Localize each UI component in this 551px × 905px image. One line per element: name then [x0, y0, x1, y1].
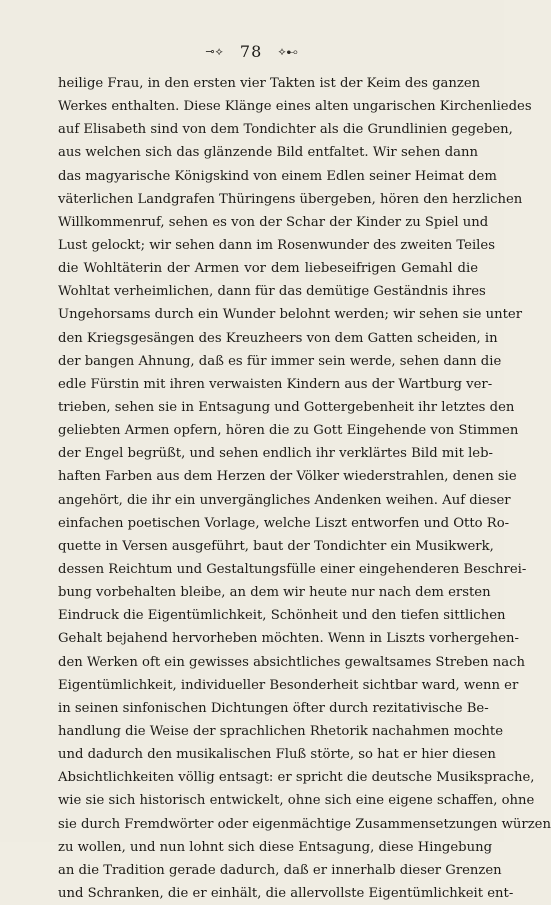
- text-line: Werkes enthalten. Diese Klänge eines alten ungarischen Kirchenliedes: [58, 99, 532, 115]
- text-line: wie sie sich historisch entwickelt, ohne sich eine eigene schaffen, ohne: [58, 793, 535, 809]
- text-line: und dadurch den musikalischen Fluß störte, so hat er hier diesen: [58, 747, 496, 763]
- text-line: und Schranken, die er einhält, die allervollste Eigentümlichkeit ent-: [58, 885, 514, 901]
- text-line: edle Fürstin mit ihren verwaisten Kindern aus der Wartburg ver-: [58, 376, 493, 392]
- text-line: auf Elisabeth sind von dem Tondichter als die Grundlinien gegeben,: [58, 122, 513, 138]
- text-line: Willkommenruf, sehen es von der Schar der Kinder zu Spiel und: [58, 214, 489, 230]
- text-line: angehört, die ihr ein unvergängliches Andenken weihen. Auf dieser: [58, 492, 511, 508]
- left-ornament-icon: ⊸⟡: [205, 45, 224, 58]
- right-ornament-icon: ⟡⊷: [278, 45, 299, 58]
- text-line: väterlichen Landgrafen Thüringens übergeben, hören den herzlichen: [58, 191, 523, 207]
- page-header: [0, 42, 504, 61]
- text-line: heilige Frau, in den ersten vier Takten ist der Keim des ganzen: [58, 76, 481, 91]
- text-line: aus welchen sich das glänzende Bild entfaltet. Wir sehen dann: [58, 145, 478, 161]
- page-number: 78: [239, 42, 263, 61]
- text-line: sie durch Fremdwörter oder eigenmächtige Zusammensetzungen würzen: [58, 816, 551, 832]
- text-line: handlung die Weise der sprachlichen Rhetorik nachahmen mochte: [58, 723, 504, 739]
- text-line: Gehalt bejahend hervorheben möchten. Wenn in Liszts vorhergehen-: [58, 631, 519, 647]
- text-line: haften Farben aus dem Herzen der Völker wiederstrahlen, denen sie: [58, 469, 517, 485]
- text-line: quette in Versen ausgeführt, baut der Tondichter ein Musikwerk,: [58, 538, 494, 554]
- body-text: [58, 72, 551, 905]
- text-line: bung vorbehalten bleibe, an dem wir heute nur nach dem ersten: [58, 585, 491, 601]
- text-line: zu wollen, und nun lohnt sich diese Entsagung, diese Hingebung: [58, 839, 493, 855]
- text-line: Ungehorsams durch ein Wunder belohnt werden; wir sehen sie unter: [58, 307, 523, 323]
- text-line: trieben, sehen sie in Entsagung und Gottergebenheit ihr letztes den: [58, 399, 515, 415]
- text-line: das magyarische Königskind von einem Edlen seiner Heimat dem: [58, 168, 497, 184]
- text-line: dessen Reichtum und Gestaltungsfülle einer eingehenderen Beschrei-: [58, 561, 527, 577]
- text-line: der bangen Ahnung, daß es für immer sein werde, sehen dann die: [58, 353, 502, 369]
- text-line: Lust gelockt; wir sehen dann im Rosenwunder des zweiten Teiles: [58, 237, 495, 253]
- text-line: geliebten Armen opfern, hören die zu Gott Eingehende von Stimmen: [58, 423, 519, 439]
- text-line: in seinen sinfonischen Dichtungen öfter durch rezitativische Be-: [58, 700, 489, 716]
- text-line: Eindruck die Eigentümlichkeit, Schönheit und den tiefen sittlichen: [58, 608, 506, 624]
- text-line: der Engel begrüßt, und sehen endlich ihr verklärtes Bild mit leb-: [58, 446, 494, 462]
- text-line: den Werken oft ein gewisses absichtliches gewaltsames Streben nach: [58, 654, 526, 670]
- text-line: an die Tradition gerade dadurch, daß er innerhalb dieser Grenzen: [58, 862, 502, 878]
- text-line: Wohltat verheimlichen, dann für das demütige Geständnis ihres: [58, 284, 486, 300]
- text-line: den Kriegsgesängen des Kreuzheers von dem Gatten scheiden, in: [58, 330, 498, 346]
- text-line: die Wohltäterin der Armen vor dem liebeseifrigen Gemahl die: [58, 261, 478, 277]
- text-line: Absichtlichkeiten völlig entsagt: er spricht die deutsche Musiksprache,: [58, 770, 535, 786]
- text-line: Eigentümlichkeit, individueller Besonderheit sichtbar ward, wenn er: [58, 677, 519, 693]
- text-line: einfachen poetischen Vorlage, welche Liszt entworfen und Otto Ro-: [58, 515, 510, 531]
